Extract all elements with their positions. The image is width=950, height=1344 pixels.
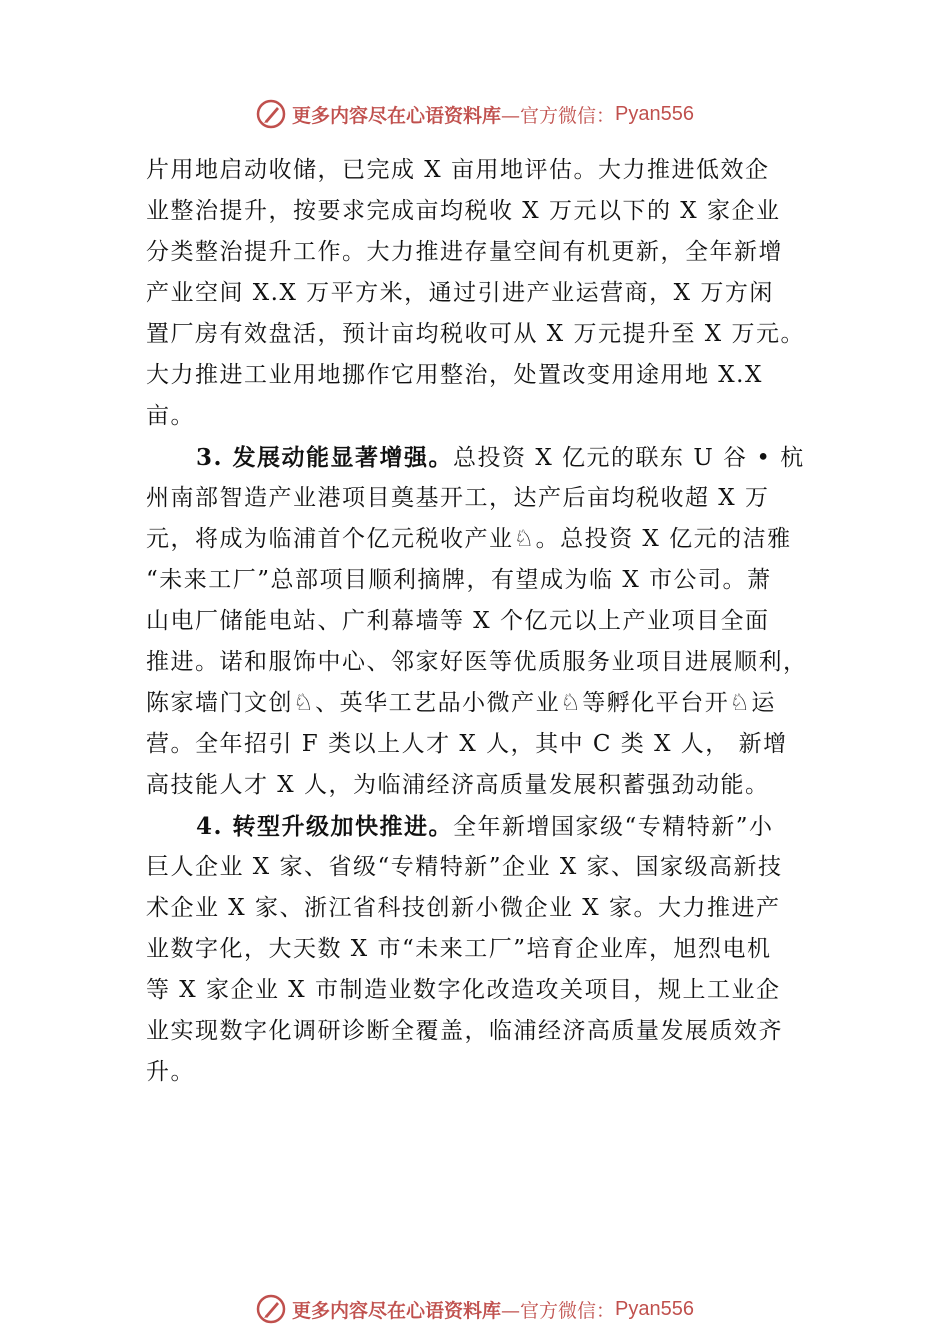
paragraph-land: [146, 150, 836, 437]
text-line: 州南部智造产业港项目奠基开工，达产后亩均税收超 X 万: [146, 485, 770, 511]
text-line: “未来工厂”总部项目顺利摘牌，有望成为临 X 市公司。萧: [146, 567, 772, 593]
section-heading: 4. 转型升级加快推进。: [196, 813, 454, 840]
paragraph-momentum: [146, 437, 836, 806]
text-line: 大力推进工业用地挪作它用整治，处置改变用途用地 X.X: [146, 362, 763, 388]
text-line: 业整治提升，按要求完成亩均税收 X 万元以下的 X 家企业: [146, 198, 781, 224]
paragraph-upgrade: [146, 806, 836, 1093]
text-line: 推进。诺和服饰中心、邻家好医等优质服务业项目进展顺利，: [146, 649, 808, 675]
banner-title: 更多内容尽在心语资料库: [292, 1299, 502, 1322]
text-line: [146, 437, 836, 478]
banner-wechat-id: Pyan556: [615, 102, 694, 125]
banner-separator: —官方微信：: [501, 104, 616, 127]
text-line: 山电厂储能电站、广利幕墙等 X 个亿元以上产业项目全面: [146, 608, 770, 634]
text-line: 元，将成为临浦首个亿元税收产业♘。总投资 X 亿元的洁雅: [146, 526, 792, 552]
text-line: 片用地启动收储，已完成 X 亩用地评估。大力推进低效企: [146, 157, 770, 183]
text-line: 陈家墙门文创♘、英华工艺品小微产业♘等孵化平台开♘运: [146, 690, 776, 716]
header-banner: [0, 94, 950, 134]
text-line: 高技能人才 X 人，为临浦经济高质量发展积蓄强劲动能。: [146, 772, 770, 798]
text-line: 巨人企业 X 家、省级“专精特新”企业 X 家、国家级高新技: [146, 854, 783, 880]
text-line: 业数字化，大天数 X 市“未来工厂”培育企业库，旭烈电机: [146, 936, 772, 962]
text-span: 总投资 X 亿元的联东 U 谷 • 杭: [453, 445, 805, 471]
text-line: [146, 806, 836, 847]
text-line: 升。: [146, 1059, 195, 1085]
text-line: 分类整治提升工作。大力推进存量空间有机更新，全年新增: [146, 239, 783, 265]
text-line: 术企业 X 家、浙江省科技创新小微企业 X 家。大力推进产: [146, 895, 781, 921]
section-heading: 3. 发展动能显著增强。: [196, 444, 454, 471]
text-span: 全年新增国家级“专精特新”小: [453, 814, 774, 840]
pen-logo-icon: [256, 1294, 286, 1324]
pen-logo-icon: [256, 99, 286, 129]
text-line: 产业空间 X.X 万平方米，通过引进产业运营商，X 万方闲: [146, 280, 774, 306]
banner-separator: —官方微信：: [501, 1299, 616, 1322]
text-line: 置厂房有效盘活，预计亩均税收可从 X 万元提升至 X 万元。: [146, 321, 805, 347]
footer-banner: [0, 1289, 950, 1329]
text-line: 业实现数字化调研诊断全覆盖，临浦经济高质量发展质效齐: [146, 1018, 783, 1044]
text-line: 亩。: [146, 403, 195, 429]
text-line: 营。全年招引 F 类以上人才 X 人，其中 C 类 X 人， 新增: [146, 731, 788, 757]
document-body: [146, 150, 836, 1093]
banner-title: 更多内容尽在心语资料库: [292, 104, 502, 127]
banner-wechat-id: Pyan556: [615, 1297, 694, 1320]
text-line: 等 X 家企业 X 市制造业数字化改造攻关项目，规上工业企: [146, 977, 781, 1003]
